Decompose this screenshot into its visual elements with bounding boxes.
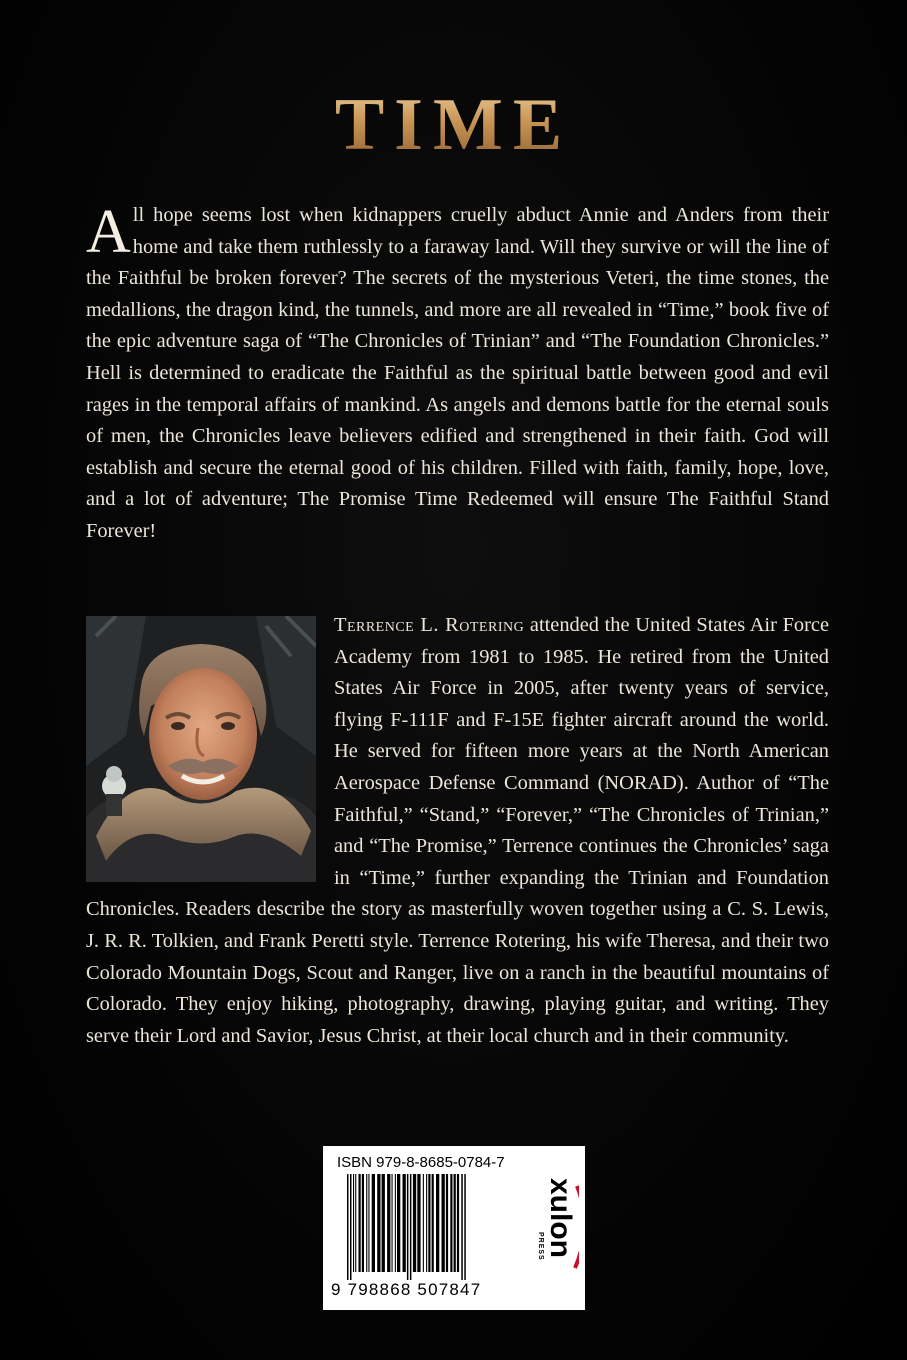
- author-bio-text: attended the United States Air Force Academy from 1981 to 1985. He retired from the United States Air Force in 2005, after twenty years of service, flying F-111F and F-15E fighter aircraft around the world. He served for fifteen more years at the North American Aerospace Defense Command (NORAD). Author of “The Faithful,” “Stand,” “Forever,” “The Chronicles of Trinian,” and “The Promise,” Terrence continues the Chronicles’ saga in “Time,” further expanding the Trinian and Foundation Chronicles. Readers describe the story as masterfully woven together using a C. S. Lewis, J. R. R. Tolkien, and Frank Peretti style. Terrence Rotering, his wife Theresa, and their two Colorado Mountain Dogs, Scout and Ranger, live on a ranch in the beautiful mountains of Colorado. They enjoy hiking, photography, drawing, playing guitar, and writing. They serve their Lord and Savior, Jesus Christ, at their local church and in their community.: [86, 614, 829, 1047]
- blurb-text: ll hope seems lost when kidnappers cruelly abduct Annie and Anders from their home and take them ruthlessly to a faraway land. Will they survive or will the line of the Faithful be broken forever? The secrets of the mysterious Veteri, the time stones, the medallions, the dragon kind, the tunnels, and more are all revealed in “Time,” book five of the epic adventure saga of “The Chronicles of Trinian” and “The Foundation Chronicles.” Hell is determined to eradicate the Faithful as the spiritual battle between good and evil rages in the temporal affairs of mankind. As angels and demons battle for the eternal souls of men, the Chronicles leave believers edified and strengthened in their faith. God will establish and secure the eternal good of his children. Filled with faith, family, hope, love, and a lot of adventure; The Promise Time Redeemed will ensure The Faithful Stand Forever!: [86, 204, 829, 542]
- author-photo: [86, 616, 316, 882]
- blurb-dropcap: A: [86, 198, 131, 266]
- book-title: TIME: [0, 80, 907, 170]
- svg-text:PRESS: PRESS: [537, 1232, 544, 1261]
- barcode-digits: 9 798868 507847: [331, 1280, 482, 1299]
- book-blurb: [86, 200, 829, 548]
- author-name: Terrence L. Rotering: [334, 614, 525, 636]
- isbn-barcode-panel: [323, 1146, 585, 1310]
- author-bio: [86, 610, 829, 1052]
- barcode-bars: [347, 1174, 523, 1280]
- isbn-label: ISBN 979-8-8685-0784-7: [337, 1154, 505, 1171]
- svg-text:xulon: xulon: [544, 1178, 577, 1258]
- xulon-press-logo: [529, 1174, 579, 1278]
